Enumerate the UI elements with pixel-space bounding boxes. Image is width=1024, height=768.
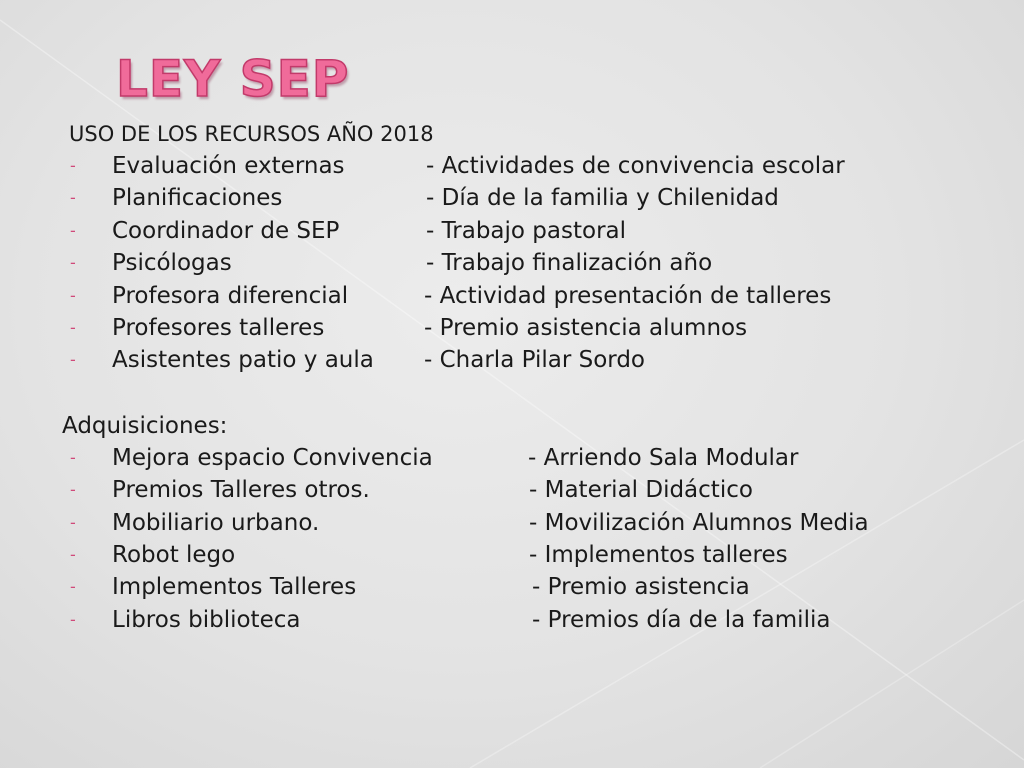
list-item-left: Coordinador de SEP [112,217,340,244]
list-item-right: - Implementos talleres [529,541,788,568]
list-item-left: Robot lego [112,541,236,568]
list-item-left: Asistentes patio y aula [112,347,374,374]
list-item [62,604,1002,636]
list-item-left: Mobiliario urbano. [112,509,320,536]
bullet-dash: - [70,285,76,305]
list-item [62,442,1002,474]
list-item-left: Psicólogas [112,250,232,277]
list-item [62,280,1002,312]
list-item-right: - Actividad presentación de talleres [424,282,832,309]
bullet-dash: - [70,480,76,500]
bullet-dash: - [70,447,76,467]
list-item-left: Libros biblioteca [112,606,301,633]
bullet-dash: - [70,350,76,370]
list-item-right: - Trabajo pastoral [426,217,627,244]
list-item [62,182,1002,214]
list-item-left: Profesora diferencial [112,282,349,309]
bullet-dash: - [70,317,76,337]
list-item-right: - Charla Pilar Sordo [424,347,645,374]
list-item-right: - Movilización Alumnos Media [529,509,869,536]
list-item [62,344,1002,376]
bullet-dash: - [70,512,76,532]
list-item-left: Profesores talleres [112,314,325,341]
slide-content [62,118,1002,636]
acquisitions-list [62,442,1002,636]
list-item-left: Premios Talleres otros. [112,477,370,504]
list-item-right: - Arriendo Sala Modular [528,444,799,471]
list-item-left: Mejora espacio Convivencia [112,444,433,471]
spacer [62,377,1002,410]
list-item [62,539,1002,571]
list-item-right: - Trabajo finalización año [426,250,713,277]
list-item-left: Planificaciones [112,185,283,212]
list-item-left: Implementos Talleres [112,574,357,601]
list-item [62,312,1002,344]
list-item-right: - Material Didáctico [529,477,753,504]
bullet-dash: - [70,188,76,208]
list-item [62,474,1002,506]
section-heading: Adquisiciones: [62,412,228,439]
list-item [62,215,1002,247]
resources-list [62,150,1002,377]
list-item-right: - Premios día de la familia [532,606,831,633]
list-item [62,571,1002,603]
list-item-right: - Día de la familia y Chilenidad [426,185,779,212]
bullet-dash: - [70,544,76,564]
list-item [62,247,1002,279]
bullet-dash: - [70,220,76,240]
list-item-left: Evaluación externas [112,153,345,179]
slide-title: LEY SEP [116,50,350,108]
list-item-right: - Actividades de convivencia escolar [426,153,845,179]
bullet-dash: - [70,609,76,629]
bullet-dash: - [70,577,76,597]
list-item-right: - Premio asistencia [532,574,750,601]
list-item-right: - Premio asistencia alumnos [424,314,748,341]
bullet-dash: - [70,253,76,273]
list-item [62,150,1002,182]
slide-subtitle: USO DE LOS RECURSOS AÑO 2018 [69,122,434,146]
list-item [62,507,1002,539]
bullet-dash: - [70,156,76,175]
